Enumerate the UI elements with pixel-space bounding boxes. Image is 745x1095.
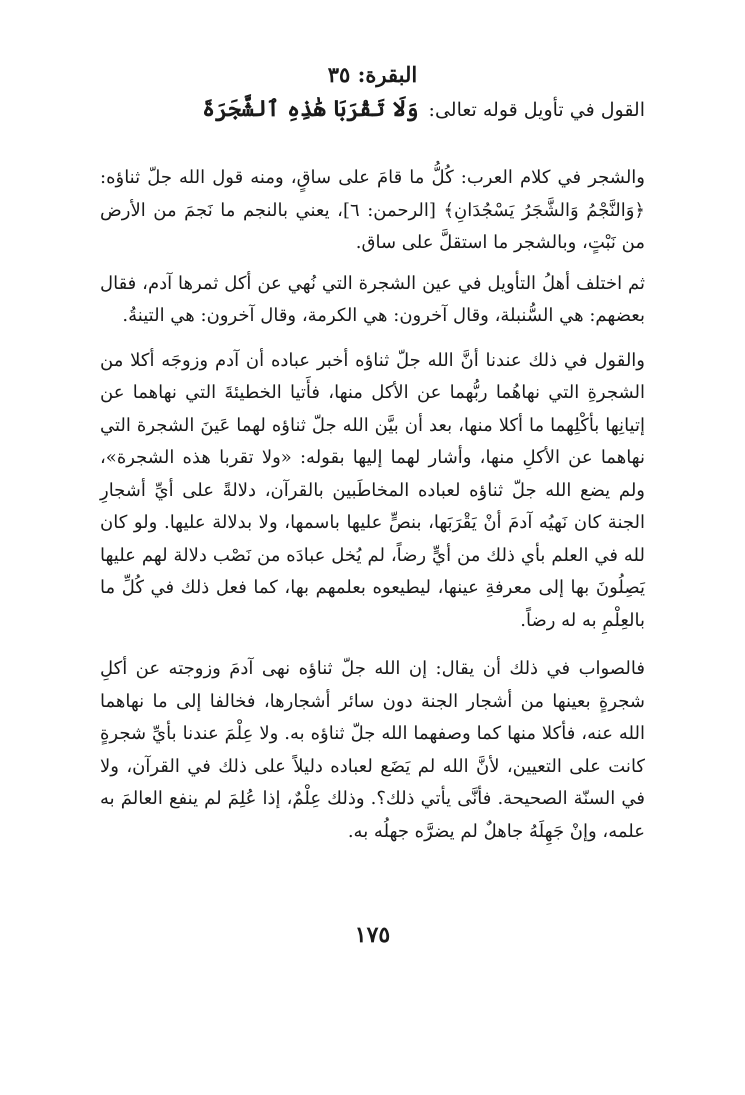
page-number: ١٧٥ <box>354 922 391 948</box>
section-heading <box>100 94 645 130</box>
heading-prefix: القول في تأويل قوله تعالى: <box>428 99 645 121</box>
paragraph-disagreement: ثم اختلف أهلُ التأويل في عين الشجرة التي نُهي عن أكل ثمرها آدم، فقال بعضهم: هي السُّنبلة، وقال آخرون: هي الكرمة، وقال آخرون: هي التينةُ. <box>100 272 645 326</box>
book-page <box>100 60 645 848</box>
paragraph-author-view: والقول في ذلك عندنا أنَّ الله جلّ ثناؤه أخبر عباده أن آدم وزوجَه أكلا من الشجرةِ التي نهاهُما ربُّهما عن الأكل منها، فأَتيا الخطيئةَ التي نهاهما عن إتيانِها بأكْلِهما ما أكلا منها، بعد أن بيَّن الله جلّ ثناؤه لهما عَينَ الشجرة التي نهاهما عن الأكلِ منها، وأشار لهما إليها بقوله: «ولا تقربا هذه الشجرة»، ولم يضع الله جلّ ثناؤه لعباده المخاطَبين بالقرآن، دلالةً على أيِّ أشجارِ الجنة كان نَهيُه آدمَ أنْ يَقْرَبَها، بنصٍّ عليها باسمها، ولا بدلالة عليها. ولو كان لله في العلم بأي ذلك من أيٍّ رضاً، لم يُخل عبادَه من نَصْب دلالة لهم عليها يَصِلُونَ بها إلى معرفةِ عينها، ليطيعوه بعلمهم بها، كما فعل ذلك في كُلِّ ما بالعِلْمِ به له رضاً. <box>100 349 645 631</box>
paragraph-shajar-definition: والشجر في كلام العرب: كُلُّ ما قامَ على ساقٍ، ومنه قول الله جلّ ثناؤه: ﴿وَالنَّجْمُ وَالشَّجَرُ يَسْجُدَانِ﴾ [الرحمن: ٦]، يعني بالنجم ما نَجمَ من الأرض من نَبْتٍ، وبالشجر ما استقلَّ على ساق. <box>100 167 645 253</box>
surah-reference: البقرة: ٣٥ <box>327 62 418 87</box>
paragraph-conclusion: فالصواب في ذلك أن يقال: إن الله جلّ ثناؤه نهى آدمَ وزوجته عن أكلِ شجرةٍ بعينها من أشجار الجنة دون سائر أشجارها، فخالفا إلى ما نهاهما الله عنه، فأكلا منها كما وصفهما الله جلّ ثناؤه به. ولا عِلْمَ عندنا بأيِّ شجرةٍ كانت على التعيين، لأنَّ الله لم يَضَع لعباده دليلاً على ذلك في القرآن، ولا في السنّة الصحيحة. فأنَّى يأتي ذلك؟. وذلك عِلْمٌ، إذا عُلِمَ لم ينفع العالمَ به علمه، وإنْ جَهِلَهُ جاهلٌ لم يضرَّه جهلُه به. <box>100 658 645 842</box>
quran-phrase: وَلَا تَقْرَبَا هَٰذِهِ ٱلشَّجَرَةَ <box>202 96 419 122</box>
